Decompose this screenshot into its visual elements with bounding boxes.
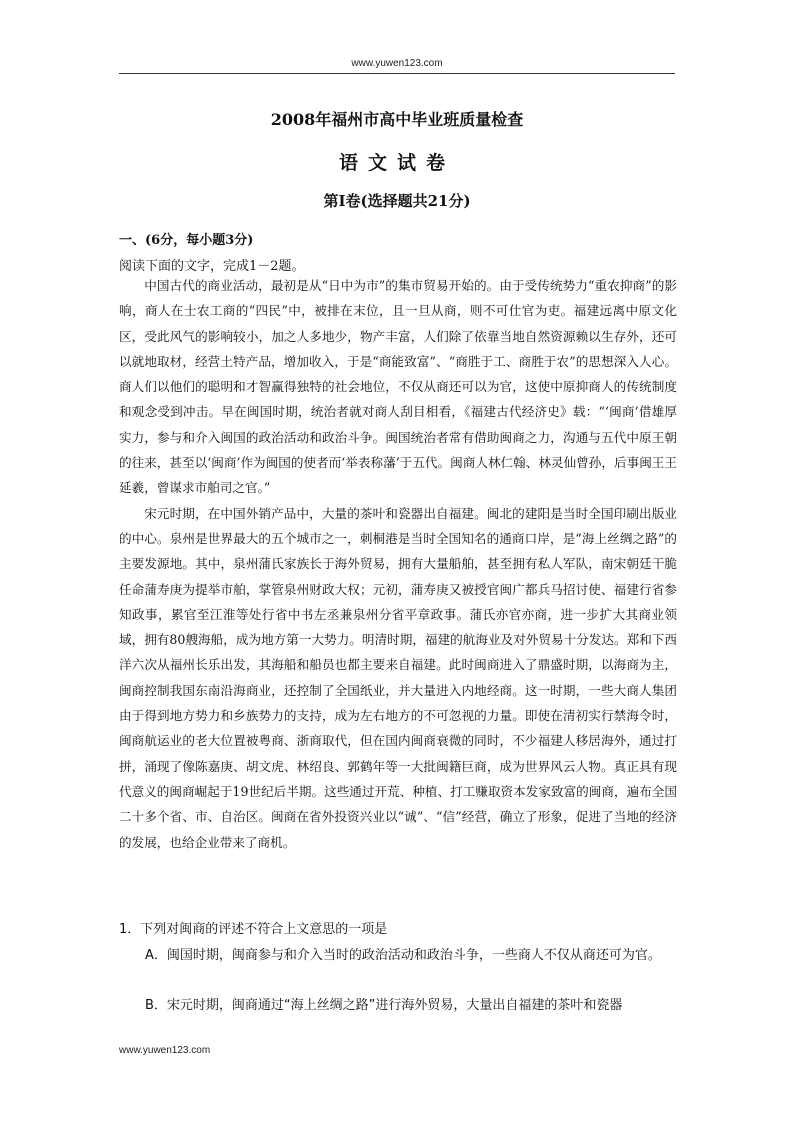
passage-paragraph-1: 中国古代的商业活动，最初是从“日中为市”的集市贸易开始的。由于受传统势力“重农抑商”的影响，商人在士农工商的“四民”中，被排在末位，且一旦从商，则不可仕官为吏。福建远离中原文化区，受此风气的影响较小，加之人多地少，物产丰富，人们除了依靠当地自然资源赖以生存外，还可以就地取材，经营土特产品，增加收入，于是“商能致富”、“商胜于工、商胜于农”的思想深入人心。商人们以他们的聪明和才智赢得独特的社会地位，不仅从商还可以为官，这使中原抑商人的传统制度和观念受到冲击。早在闽国时期，统治者就对商人刮目相看，《福建古代经济史》载：“‘闽商’借雄厚实力，参与和介入闽国的政治活动和政治斗争。闽国统治者常有借助闽商之力，沟通与五代中原王朝的往来，甚至以‘闽商’作为闽国的使者而‘举表称藩’于五代。闽商人林仁翰、林灵仙曾孙，后事闽王王延羲，曾谋求市舶司之官。”: [119, 278, 677, 496]
header-divider: [119, 73, 675, 74]
section-heading: 一、(6分，每小题3分): [119, 233, 254, 248]
footer-url[interactable]: www.yuwen123.com: [119, 1045, 211, 1056]
question-1-option-a: A．闽国时期，闽商参与和介入当时的政治活动和政治斗争，一些商人不仅从商还可为官。: [145, 948, 661, 963]
question-1: 1．下列对闽商的评述不符合上文意思的一项是: [119, 922, 388, 937]
reading-passage: [119, 273, 677, 855]
header-url[interactable]: www.yuwen123.com: [351, 58, 443, 69]
question-1-option-b: B．宋元时期，闽商通过“海上丝绸之路”进行海外贸易，大量出自福建的茶叶和瓷器: [145, 998, 623, 1013]
part-title: 第I卷(选择题共21分): [323, 192, 471, 210]
section-instruction: 阅读下面的文字，完成1－2题。: [119, 259, 305, 274]
exam-title: 2008年福州市高中毕业班质量检查: [270, 110, 524, 129]
passage-paragraph-2: 宋元时期，在中国外销产品中，大量的茶叶和瓷器出自福建。闽北的建阳是当时全国印刷出版业的中心。泉州是世界最大的五个城市之一，刺桐港是当时全国知名的通商口岸，是“海上丝绸之路”的主要发源地。其中，泉州蒲氏家族长于海外贸易，拥有大量船舶，甚至拥有私人军队，南宋朝廷干脆任命蒲寿庚为提举市舶，掌管泉州财政大权；元初，蒲寿庚又被授官闽广都兵马招讨使、福建行省参知政事，累官至江淮等处行省中书左丞兼泉州分省平章政事。蒲氏亦官亦商，进一步扩大其商业领域，拥有80艘海船，成为地方第一大势力。明清时期，福建的航海业及对外贸易十分发达。郑和下西洋六次从福州长乐出发，其海船和船员也都主要来自福建。此时闽商进入了鼎盛时期，以海商为主，闽商控制我国东南沿海商业，还控制了全国纸业，并大量进入内地经商。这一时期，一些大商人集团由于得到地方势力和乡族势力的支持，成为左右地方的不可忽视的力量。即使在清初实行禁海令时，闽商航运业的老大位置被粤商、浙商取代，但在国内闽商衰微的同时，不少福建人移居海外，通过打拼，涌现了像陈嘉庚、胡文虎、林绍良、郭鹤年等一大批闽籍巨商，成为世界风云人物。真正具有现代意义的闽商崛起于19世纪后半期。这些通过开荒、种植、打工赚取资本发家致富的闽商，遍布全国二十多个省、市、自治区。闽商在省外投资兴业以“诚”、“信”经营，确立了形象，促进了当地的经济的发展，也给企业带来了商机。: [119, 505, 677, 850]
subject-title: 语文试卷: [338, 152, 455, 174]
